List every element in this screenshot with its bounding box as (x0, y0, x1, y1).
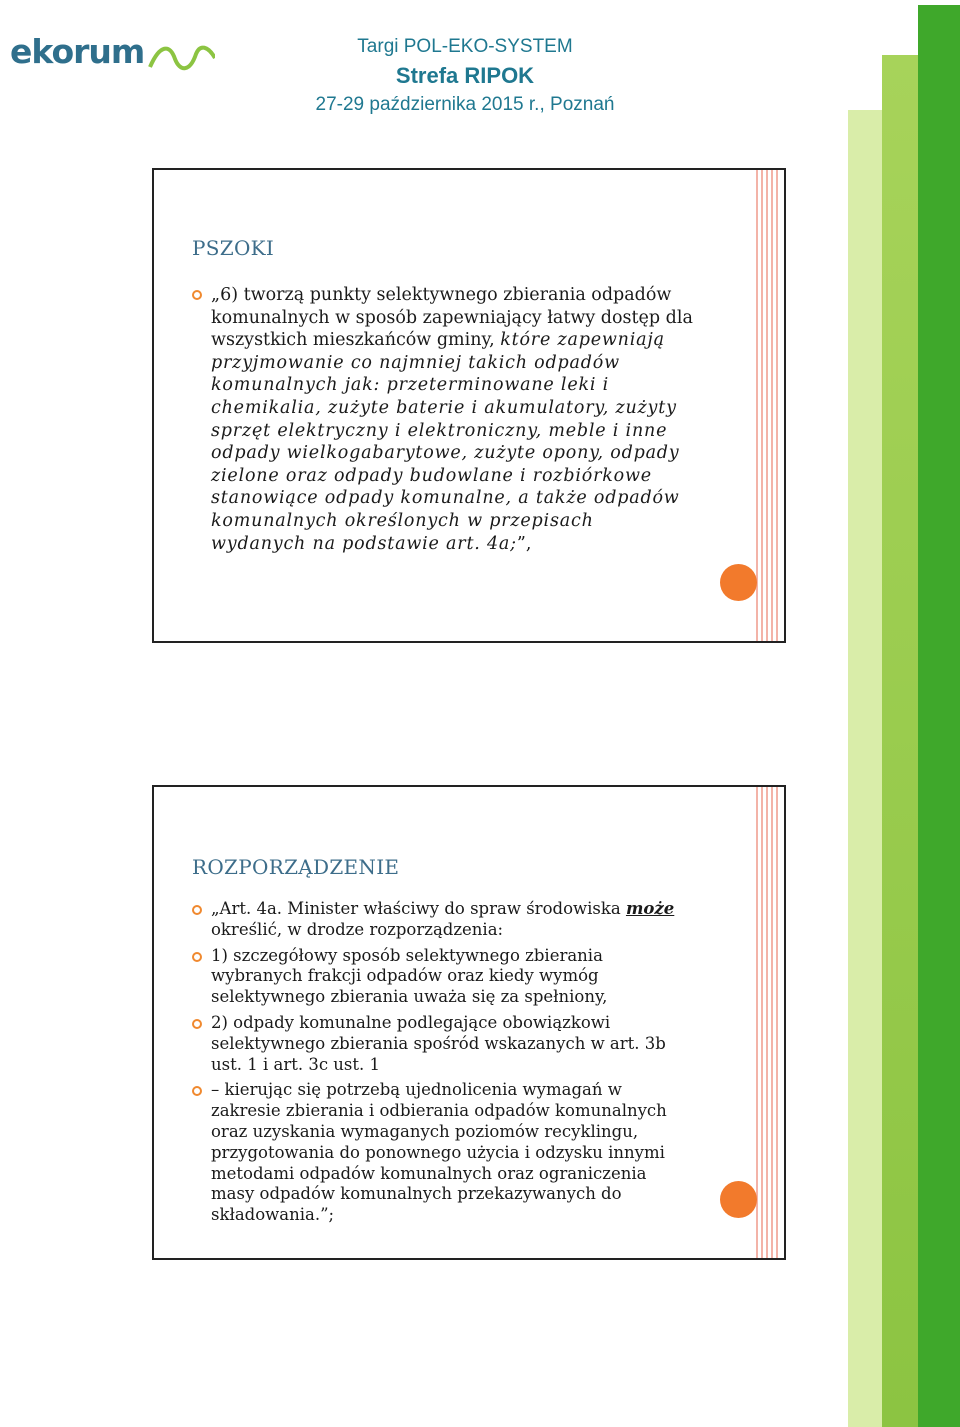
point-1: 1) szczegółowy sposób selektywnego zbierania wybranych frakcji odpadów oraz kiedy wymóg selektywnego zbierania uważa się za spełniony, (211, 945, 608, 1007)
bullet-icon (192, 952, 202, 962)
orange-dot-icon (720, 564, 757, 601)
article-intro-end: określić, w drodze rozporządzenia: (211, 919, 504, 939)
bullet-icon (192, 1086, 202, 1096)
slide-rozporzadzenie (152, 785, 786, 1260)
bullet-list (192, 899, 694, 1231)
list-item (192, 284, 694, 555)
list-item (192, 946, 694, 1008)
ekorum-logo (10, 34, 215, 74)
event-header (295, 34, 635, 118)
event-zone: Strefa RIPOK (395, 63, 535, 88)
bullet-icon (192, 290, 202, 300)
decor-stripe-mid (882, 55, 918, 1427)
point-rationale: – kierując się potrzebą ujednolicenia wymagań w zakresie zbierania i odbierania odpadów komunalnych oraz uzyskania wymaganych poziomów recyklingu, przygotowania do ponownego użycia i odzysku innymi metodami odpadów komunalnych oraz ograniczenia masy odpadów komunalnych przekazywanych do składowania.”; (211, 1080, 667, 1225)
event-date: 27-29 października 2015 r., Poznań (315, 94, 615, 115)
point-2: 2) odpady komunalne podlegające obowiązkowi selektywnego zbierania spośród wskazanych w art. 3b ust. 1 i art. 3c ust. 1 (211, 1012, 666, 1074)
bullet-icon (192, 905, 202, 915)
slide-title: PSZOKI (192, 236, 275, 260)
quote-tail: ”, (516, 533, 532, 554)
decor-stripe-light (848, 110, 882, 1427)
quote-italic: które zapewniają przyjmowanie co najmniej takich odpadów komunalnych jak: przeterminowane leki i chemikalia, zużyte baterie i akumulatory, zużyty sprzęt elektryczny i elektroniczny, meble i inne odpady wielkogabarytowe, zużyte opony, odpady zielone oraz odpady budowlane i rozbiórkowe stanowiące odpady komunalne, a także odpadów komunalnych określonych w przepisach wydanych na podstawie art. 4a; (211, 330, 680, 554)
quote-plain: „6) tworzą punkty selektywnego zbierania odpadów komunalnych w sposób zapewniający łatwy dostęp dla wszystkich mieszkańców gminy, (211, 285, 693, 351)
list-item (192, 1080, 694, 1226)
emphasis-word: może (625, 899, 675, 918)
bullet-list (192, 284, 694, 555)
slide-decor-stripes (756, 170, 778, 641)
slide-decor-stripes (756, 787, 778, 1258)
slide-pszoki (152, 168, 786, 643)
article-intro: „Art. 4a. Minister właściwy do spraw środowiska (211, 899, 626, 918)
logo-text: ekorum (10, 32, 145, 71)
event-name: Targi POL-EKO-SYSTEM (357, 36, 573, 57)
slide-title: ROZPORZĄDZENIE (192, 855, 400, 879)
orange-dot-icon (720, 1181, 757, 1218)
bullet-icon (192, 1019, 202, 1029)
decor-stripe-dark (918, 5, 960, 1427)
logo-wave-icon (10, 34, 215, 74)
list-item (192, 1013, 694, 1075)
list-item (192, 899, 694, 941)
